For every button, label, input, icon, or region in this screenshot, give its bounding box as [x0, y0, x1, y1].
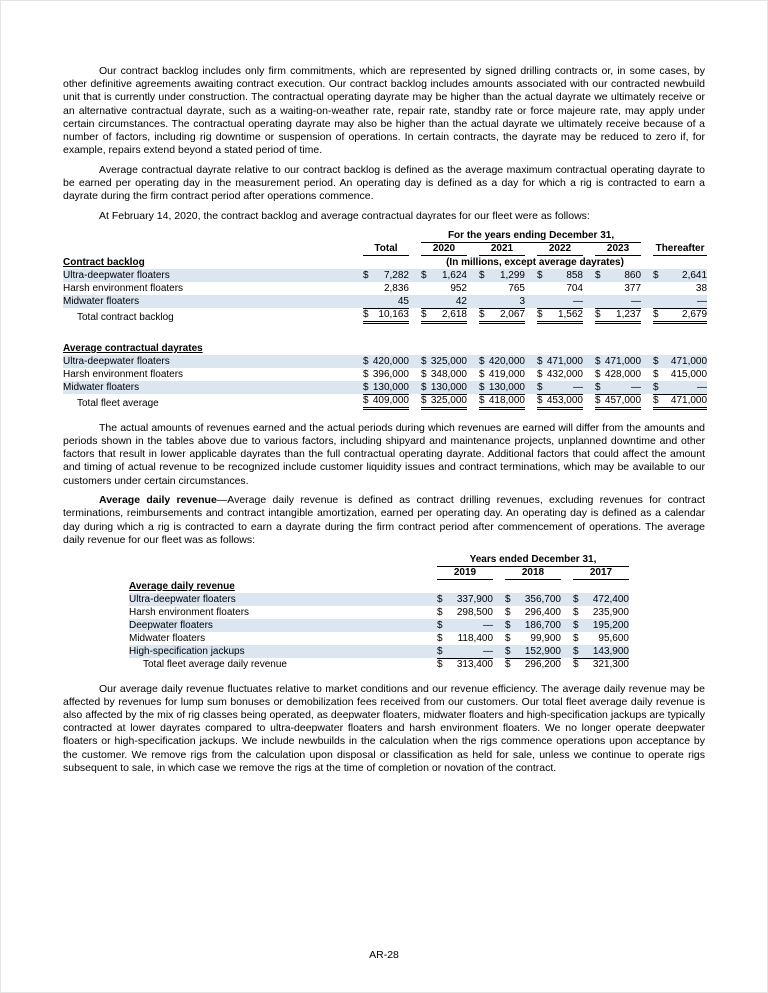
currency-symbol: $: [537, 269, 543, 281]
cell-value: 1,562: [557, 308, 583, 320]
cell-value: 472,400: [592, 593, 629, 605]
currency-symbol: $: [421, 381, 427, 393]
section-title-average-contractual-dayrates: Average contractual dayrates: [63, 342, 203, 354]
cell-value: 235,900: [592, 606, 629, 618]
cell-value: —: [573, 295, 583, 307]
currency-symbol: $: [653, 308, 659, 320]
cell-value: 130,000: [372, 381, 409, 393]
currency-symbol: $: [595, 308, 601, 320]
currency-symbol: $: [653, 381, 659, 393]
cell-value: 38: [695, 282, 708, 294]
paragraph-average-contractual-dayrate: Average contractual dayrate relative to our contract backlog is defined as the average maximum contractual operating dayrate to be earned per operating day in the measurement period. An operating day is defined as a day for which a rig is contracted to earn a dayrate during the firm contract period after operations commence.: [63, 163, 705, 203]
row-label: Midwater floaters: [63, 295, 140, 307]
column-header-thereafter: Thereafter: [653, 243, 707, 256]
currency-symbol: $: [479, 381, 485, 393]
cell-value: —: [631, 295, 642, 307]
currency-symbol: $: [505, 619, 511, 631]
column-header-row: [129, 567, 629, 580]
cell-value: 313,400: [456, 658, 493, 670]
years-ending-spanner: For the years ending December 31,: [421, 230, 641, 243]
cell-value: 45: [397, 295, 409, 307]
currency-symbol: $: [437, 632, 443, 644]
table-row-ultra-deepwater-backlog: [63, 269, 707, 282]
cell-value: 453,000: [546, 394, 583, 406]
currency-symbol: $: [421, 394, 427, 406]
spanner-row: [129, 554, 629, 567]
cell-value: 99,900: [530, 632, 561, 644]
cell-value: 356,700: [524, 593, 561, 605]
row-label: Ultra-deepwater floaters: [63, 355, 170, 367]
currency-symbol: $: [653, 368, 659, 380]
column-header-row: [63, 243, 707, 256]
currency-symbol: $: [363, 368, 369, 380]
units-note: (In millions, except average dayrates): [446, 256, 624, 268]
currency-symbol: $: [421, 308, 427, 320]
currency-symbol: $: [479, 355, 485, 367]
cell-value: 296,200: [524, 658, 561, 670]
cell-value: 415,000: [670, 368, 708, 380]
cell-value: 1,299: [499, 269, 525, 281]
cell-value: 195,200: [592, 619, 629, 631]
cell-value: 325,000: [430, 394, 467, 406]
column-header-2023: 2023: [595, 243, 641, 256]
cell-value: 471,000: [670, 394, 708, 406]
cell-value: 7,282: [383, 269, 409, 281]
currency-symbol: $: [653, 355, 659, 367]
currency-symbol: $: [479, 394, 485, 406]
bold-lead-average-daily-revenue: Average daily revenue: [99, 494, 217, 507]
currency-symbol: $: [505, 593, 511, 605]
currency-symbol: $: [479, 269, 485, 281]
currency-symbol: $: [505, 658, 511, 670]
column-header-2019: 2019: [437, 567, 493, 580]
currency-symbol: $: [653, 269, 659, 281]
page-number: AR-28: [369, 948, 399, 961]
cell-value: 296,400: [524, 606, 561, 618]
currency-symbol: $: [505, 606, 511, 618]
table-row-midwater-backlog: [63, 295, 707, 308]
currency-symbol: $: [537, 355, 543, 367]
spanner-row: [63, 230, 707, 243]
cell-value: —: [483, 619, 493, 631]
cell-value: 419,000: [488, 368, 525, 380]
row-label: Ultra-deepwater floaters: [129, 593, 236, 605]
column-header-2022: 2022: [537, 243, 583, 256]
currency-symbol: $: [573, 658, 579, 670]
paragraph-contract-backlog: Our contract backlog includes only firm commitments, which are represented by signed drilling contracts or, in some cases, by other definitive agreements awaiting contract execution. Our contract backlog includes amounts associated with our contracted newbuild unit that is currently under construction. The contractual operating dayrate may be higher than the actual dayrate we ultimately receive or an alternative contractual dayrate, such as a waiting-on-weather rate, repair rate, standby rate or force majeure rate, may apply under certain circumstances. The contractual operating dayrate may also be higher than the actual dayrate we ultimately receive because of a number of factors, including rig downtime or suspension of operations. In certain contracts, the dayrate may be reduced to zero if, for example, repairs extend beyond a stated period of time.: [63, 65, 705, 157]
cell-value: 704: [566, 282, 583, 294]
currency-symbol: $: [363, 269, 369, 281]
contract-backlog-dayrates-table: [63, 230, 707, 410]
paragraph-revenue-fluctuation: Our average daily revenue fluctuates relative to market conditions and our revenue efficiency. The average daily revenue may be affected by revenues for lump sum bonuses or demobilization fees received from our customers. Our total fleet average daily revenue is also affected by the mix of rig classes being operated, as deepwater floaters, midwater floaters and high-specification jackups are typically contracted at lower dayrates compared to ultra-deepwater floaters and harsh environment floaters. We no longer operate deepwater floaters or high-specification jackups. We include newbuilds in the calculation when the rigs commence operations upon acceptance by the customer. We remove rigs from the calculation upon disposal or classification as held for sale, unless we continue to operate rigs subsequent to sale, in which case we remove the rigs at the time of completion or novation of the contract.: [63, 682, 705, 774]
currency-symbol: $: [653, 394, 659, 406]
table-row-deepwater-revenue: [129, 619, 629, 632]
cell-value: 325,000: [430, 355, 467, 367]
cell-value: 2,067: [499, 308, 525, 320]
currency-symbol: $: [537, 381, 543, 393]
cell-value: 471,000: [604, 355, 642, 367]
table-row-high-specification-jackups-revenue: [129, 645, 629, 658]
row-label: High-specification jackups: [129, 645, 245, 657]
cell-value: —: [631, 381, 642, 393]
cell-value: 860: [624, 269, 642, 281]
cell-value: 298,500: [456, 606, 493, 618]
table-row-ultra-deepwater-dayrate: [63, 355, 707, 368]
paragraph-average-daily-revenue: [63, 494, 705, 547]
row-label: Total fleet average: [77, 397, 159, 409]
currency-symbol: $: [437, 606, 443, 618]
row-label: Harsh environment floaters: [63, 368, 184, 380]
table-row-midwater-dayrate: [63, 381, 707, 394]
cell-value: 420,000: [372, 355, 409, 367]
row-label: Total fleet average daily revenue: [143, 658, 287, 670]
cell-value: 2,641: [682, 269, 708, 281]
cell-value: 2,618: [441, 308, 467, 320]
row-label: Midwater floaters: [129, 632, 206, 644]
column-header-2017: 2017: [573, 567, 629, 580]
cell-value: 337,900: [456, 593, 493, 605]
currency-symbol: $: [573, 619, 579, 631]
currency-symbol: $: [595, 269, 601, 281]
column-header-total: Total: [363, 243, 409, 256]
paragraph-text: —Average daily revenue is defined as contract drilling revenues, excluding revenues for contract terminations, reimbursements and contract intangible amortization, earned per operating day. An operating day is defined as a calendar day during which a rig is contracted to earn a dayrate during the firm contract period after commencement of operations. The average daily revenue for our fleet was as follows:: [63, 494, 705, 546]
cell-value: 143,900: [592, 645, 629, 657]
column-header-2021: 2021: [479, 243, 525, 256]
row-label: Harsh environment floaters: [63, 282, 184, 294]
cell-value: 1,237: [616, 308, 642, 320]
cell-value: 10,163: [378, 308, 409, 320]
column-header-2018: 2018: [505, 567, 561, 580]
cell-value: 130,000: [488, 381, 525, 393]
spacer-row: [63, 324, 707, 342]
table-row-total-fleet-average: [63, 394, 707, 410]
currency-symbol: $: [437, 658, 443, 670]
cell-value: 418,000: [488, 394, 525, 406]
cell-value: 348,000: [430, 368, 467, 380]
section-title-average-daily-revenue: Average daily revenue: [129, 580, 235, 592]
currency-symbol: $: [363, 308, 369, 320]
cell-value: —: [573, 381, 583, 393]
currency-symbol: $: [573, 632, 579, 644]
currency-symbol: $: [437, 619, 443, 631]
paragraph-actual-revenues: The actual amounts of revenues earned and the actual periods during which revenues are earned will differ from the amounts and periods shown in the tables above due to various factors, including shipyard and maintenance projects, unplanned downtime and other factors that result in lower applicable dayrates than the full contractual operating dayrate. Additional factors that could affect the amount and timing of actual revenue to be recognized include customer liquidity issues and contract terminations, which may be available to our customers under certain circumstances.: [63, 421, 705, 487]
cell-value: 858: [566, 269, 583, 281]
row-label: Deepwater floaters: [129, 619, 213, 631]
currency-symbol: $: [573, 593, 579, 605]
currency-symbol: $: [479, 308, 485, 320]
cell-value: 952: [450, 282, 467, 294]
currency-symbol: $: [363, 394, 369, 406]
paragraph-table-intro: At February 14, 2020, the contract backlog and average contractual dayrates for our fleet were as follows:: [99, 210, 590, 223]
row-label: Total contract backlog: [77, 311, 174, 323]
currency-symbol: $: [595, 368, 601, 380]
cell-value: 471,000: [546, 355, 583, 367]
cell-value: 130,000: [430, 381, 467, 393]
currency-symbol: $: [437, 593, 443, 605]
cell-value: 2,679: [682, 308, 708, 320]
currency-symbol: $: [363, 355, 369, 367]
table-row-ultra-deepwater-revenue: [129, 593, 629, 606]
currency-symbol: $: [573, 645, 579, 657]
currency-symbol: $: [595, 355, 601, 367]
cell-value: 377: [624, 282, 642, 294]
row-label: Ultra-deepwater floaters: [63, 269, 170, 281]
cell-value: 457,000: [604, 394, 642, 406]
cell-value: 765: [508, 282, 525, 294]
currency-symbol: $: [505, 632, 511, 644]
table-row-total-fleet-average-daily-revenue: [129, 658, 629, 671]
currency-symbol: $: [595, 381, 601, 393]
section-row-average-daily-revenue: [129, 580, 629, 593]
years-ended-spanner: Years ended December 31,: [437, 554, 629, 567]
cell-value: 420,000: [488, 355, 525, 367]
currency-symbol: $: [421, 368, 427, 380]
section-row-average-contractual-dayrates: [63, 342, 707, 355]
cell-value: 3: [519, 295, 525, 307]
cell-value: 471,000: [670, 355, 708, 367]
table-row-midwater-revenue: [129, 632, 629, 645]
cell-value: —: [697, 295, 708, 307]
currency-symbol: $: [479, 368, 485, 380]
currency-symbol: $: [421, 269, 427, 281]
cell-value: 409,000: [372, 394, 409, 406]
cell-value: 432,000: [546, 368, 583, 380]
average-daily-revenue-table: [129, 554, 629, 671]
cell-value: 42: [455, 295, 467, 307]
column-header-2020: 2020: [421, 243, 467, 256]
cell-value: 428,000: [604, 368, 642, 380]
currency-symbol: $: [421, 355, 427, 367]
table-row-harsh-environment-backlog: [63, 282, 707, 295]
currency-symbol: $: [595, 394, 601, 406]
row-label: Harsh environment floaters: [129, 606, 250, 618]
currency-symbol: $: [363, 381, 369, 393]
cell-value: 118,400: [457, 632, 493, 644]
currency-symbol: $: [505, 645, 511, 657]
cell-value: 1,624: [441, 269, 467, 281]
row-label: Midwater floaters: [63, 381, 140, 393]
currency-symbol: $: [573, 606, 579, 618]
cell-value: 321,300: [592, 658, 629, 670]
currency-symbol: $: [537, 368, 543, 380]
table-row-total-contract-backlog: [63, 308, 707, 324]
currency-symbol: $: [537, 394, 543, 406]
cell-value: 2,836: [383, 282, 409, 294]
cell-value: 186,700: [524, 619, 561, 631]
table-row-harsh-environment-dayrate: [63, 368, 707, 381]
cell-value: —: [483, 645, 493, 657]
currency-symbol: $: [537, 308, 543, 320]
cell-value: 95,600: [598, 632, 629, 644]
currency-symbol: $: [437, 645, 443, 657]
cell-value: 396,000: [372, 368, 409, 380]
cell-value: —: [697, 381, 708, 393]
table-row-harsh-environment-revenue: [129, 606, 629, 619]
section-title-contract-backlog: Contract backlog: [63, 256, 145, 268]
cell-value: 152,900: [524, 645, 561, 657]
section-units-row: [63, 256, 707, 269]
